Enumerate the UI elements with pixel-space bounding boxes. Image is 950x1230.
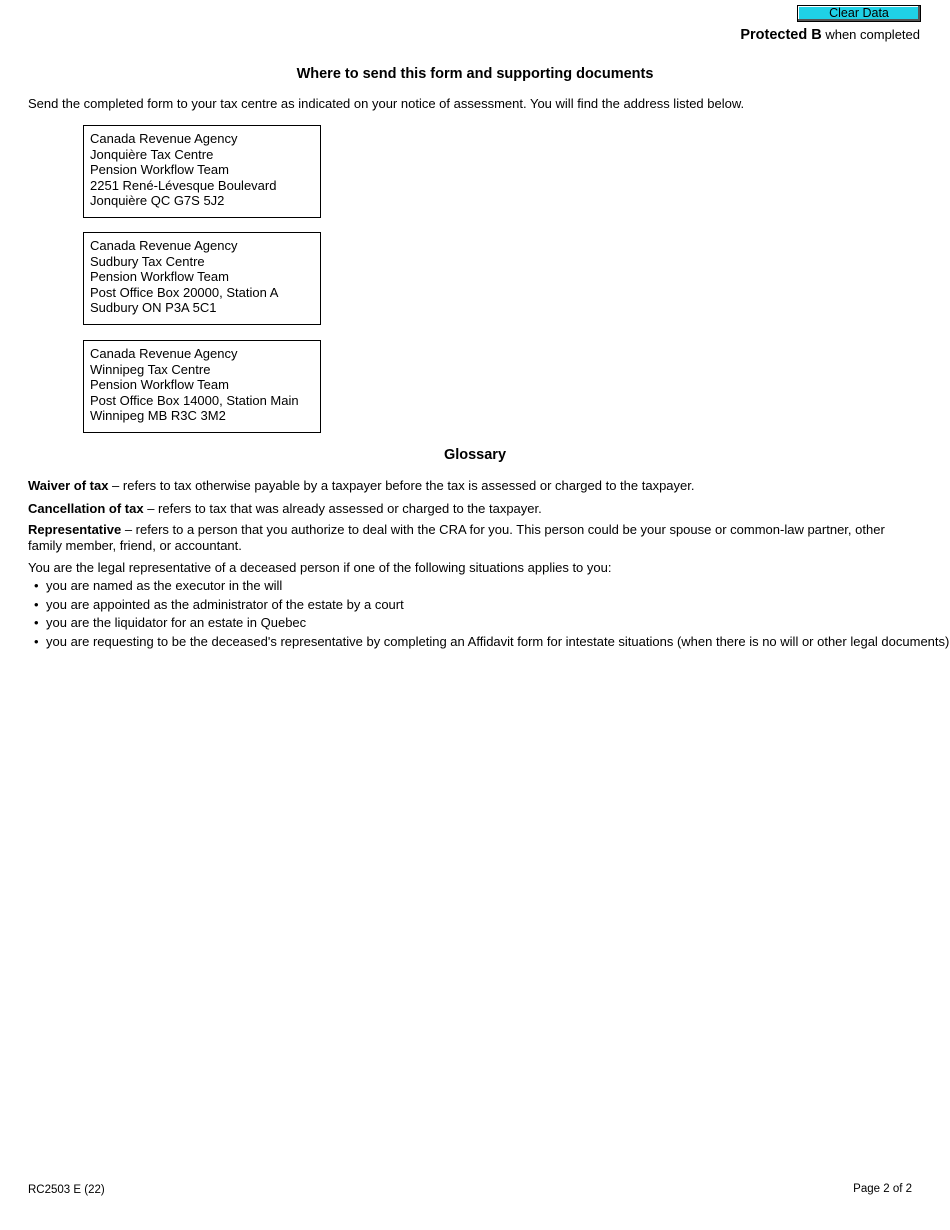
glossary-term: Representative <box>28 522 122 537</box>
protected-b-notice <box>740 27 920 43</box>
address-centre: Jonquière Tax Centre <box>90 146 214 162</box>
address-agency: Canada Revenue Agency <box>90 346 238 361</box>
list-item-text: you are requesting to be the deceased's representative by completing an Affidavit form for intestate situations (when there is no will or other legal documents) <box>46 633 950 649</box>
address-centre: Winnipeg Tax Centre <box>90 361 211 377</box>
address-team: Pension Workflow Team <box>90 377 229 393</box>
legal-representative-list <box>34 578 949 652</box>
glossary-representative <box>28 522 918 554</box>
list-item-text: you are the liquidator for an estate in Quebec <box>46 615 307 631</box>
address-agency: Canada Revenue Agency <box>90 131 238 146</box>
address-box-sudbury <box>83 232 321 325</box>
address-city: Winnipeg MB R3C 3M2 <box>90 408 226 424</box>
address-city: Jonquière QC G7S 5J2 <box>90 193 225 209</box>
address-agency: Canada Revenue Agency <box>90 238 238 253</box>
send-section-intro: Send the completed form to your tax centre as indicated on your notice of assessment. You will find the address listed below. <box>28 96 745 111</box>
address-team: Pension Workflow Team <box>90 269 229 285</box>
address-box-winnipeg <box>83 340 321 433</box>
list-item <box>34 597 949 616</box>
page-number: Page 2 of 2 <box>853 1183 912 1195</box>
address-box-jonquiere <box>83 125 321 218</box>
bullet-icon: • <box>34 633 39 649</box>
list-item-text: you are appointed as the administrator of the estate by a court <box>46 596 404 612</box>
glossary-cancellation <box>28 501 918 517</box>
address-centre: Sudbury Tax Centre <box>90 253 205 269</box>
send-section-title: Where to send this form and supporting documents <box>296 66 654 82</box>
address-street: 2251 René-Lévesque Boulevard <box>90 177 277 193</box>
address-street: Post Office Box 14000, Station Main <box>90 392 299 408</box>
clear-data-button[interactable]: Clear Data <box>797 5 921 22</box>
protected-suffix: when completed <box>821 27 920 42</box>
list-item <box>34 615 949 634</box>
glossary-definition: – refers to a person that you authorize to deal with the CRA for you. This person could be your spouse or common-law partner, other family member, friend, or accountant. <box>28 522 885 553</box>
address-street: Post Office Box 20000, Station A <box>90 284 279 300</box>
glossary-term: Waiver of tax <box>28 478 109 493</box>
glossary-waiver <box>28 478 918 494</box>
glossary-definition: – refers to tax that was already assessed or charged to the taxpayer. <box>143 501 542 516</box>
bullet-icon: • <box>34 615 39 631</box>
glossary-definition: – refers to tax otherwise payable by a taxpayer before the tax is assessed or charged to the taxpayer. <box>108 478 695 493</box>
bullet-icon: • <box>34 578 39 593</box>
address-city: Sudbury ON P3A 5C1 <box>90 300 217 316</box>
list-item <box>34 634 949 653</box>
bullet-icon: • <box>34 596 39 612</box>
glossary-term: Cancellation of tax <box>28 501 144 516</box>
form-code: RC2503 E (22) <box>28 1184 105 1196</box>
list-item <box>34 578 949 597</box>
protected-label: Protected B <box>740 27 822 43</box>
legal-representative-intro: You are the legal representative of a deceased person if one of the following situations applies to you: <box>28 560 612 575</box>
address-team: Pension Workflow Team <box>90 162 229 178</box>
glossary-title: Glossary <box>443 447 507 463</box>
list-item-text: you are named as the executor in the will <box>46 578 283 593</box>
